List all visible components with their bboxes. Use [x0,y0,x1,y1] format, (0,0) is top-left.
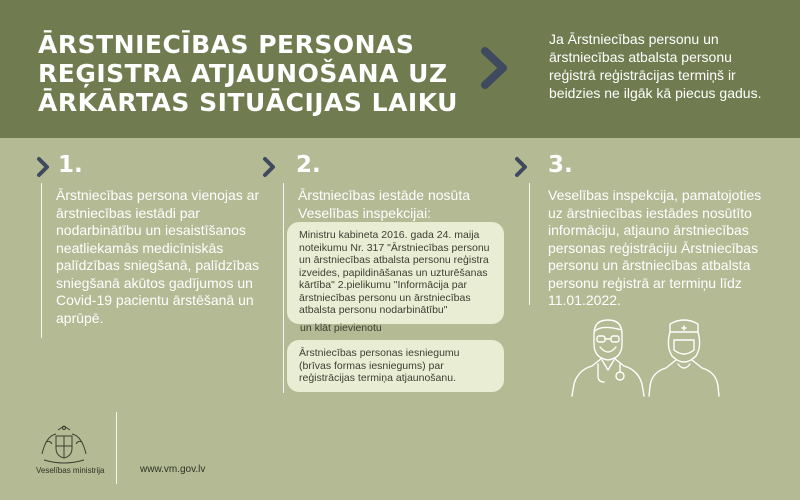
step-2-text: Ārstniecības iestāde nosūta Veselības inspekcijai: [298,187,470,221]
page-title [38,30,458,117]
header-note: Ja Ārstniecības personu un ārstniecības atbalsta personu reģistrā reģistrācijas termiņš ir beidzies ne ilgāk kā piecus gadus. [549,31,762,101]
title-line-3: ĀRKĀRTAS SITUĀCIJAS LAIKU [38,88,458,117]
footer-divider [116,412,117,484]
title-line-1: ĀRSTNIECĪBAS PERSONAS [38,30,415,59]
bubble-join-text: un klāt pievienotu [300,322,382,334]
step-1-text: Ārstniecības persona vienojas ar ārstniecības iestādi par nodarbinātību un iesaistīšanos neatliekamās medicīniskās palīdzības sniegšanā, palīdzības sniegšanā akūtos gadījumos un Covid-19 pacientu ārstēšanā un aprūpē. [56,187,260,326]
step-3-text: Veselības inspekcija, pamatojoties uz ārstniecības iestādes nosūtīto informāciju, atjauno ārstniecības personas reģistrāciju Ārstniecības personu un ārstniecības atbalsta personu reģistrā ar termiņu līdz 11.01.2022. [548,187,762,308]
title-line-2: REĢISTRA ATJAUNOŠANA UZ [38,59,448,88]
chevron-right-icon [262,156,276,178]
step-2-line [283,183,284,393]
step-1-line [41,183,42,338]
step-number: 3. [548,152,573,178]
step-3-line [529,183,530,305]
coat-of-arms-emblem [36,424,92,464]
chevron-right-icon [514,156,528,178]
header-banner [0,0,800,138]
step-number: 1. [58,152,83,178]
step-number: 2. [296,152,321,178]
bubble-application: Ārstniecības personas iesniegumu (brīvas formas iesniegums) par reģistrācijas termiņa atjaunošanu. [287,340,504,392]
ministry-name: Veselības ministrija [36,466,105,475]
doctor-and-nurse-icon [566,314,726,398]
chevron-right-icon [478,46,510,90]
website-link[interactable]: www.vm.gov.lv [140,464,206,475]
bubble-regulation: Ministru kabineta 2016. gada 24. maija noteikumu Nr. 317 "Ārstniecības personu un ārstniecības atbalsta personu reģistra izveides, papildināšanas un uzturēšanas kārtība" 2.pielikumu "Informācija par ārstniecības personu un ārstniecības atbalsta personu nodarbinātību" [287,222,504,324]
chevron-right-icon [36,156,50,178]
